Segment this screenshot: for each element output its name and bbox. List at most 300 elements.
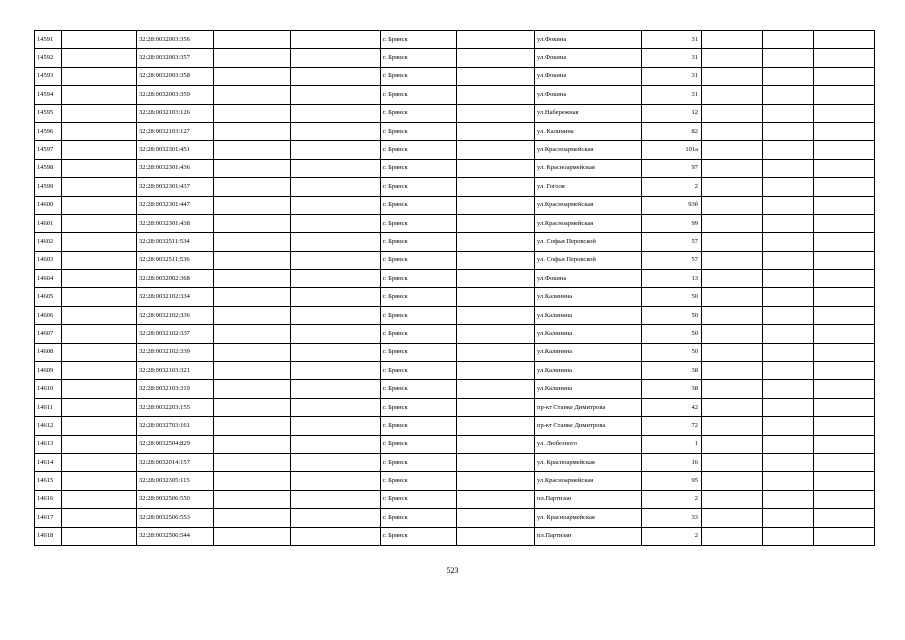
house-number-cell: 57 — [642, 233, 702, 251]
empty-cell — [291, 104, 381, 122]
empty-cell — [763, 251, 814, 269]
empty-cell — [214, 490, 291, 508]
empty-cell — [291, 435, 381, 453]
city-cell: г. Брянск — [381, 251, 457, 269]
row-id-cell: 14607 — [35, 325, 62, 343]
house-number-cell: 50 — [642, 325, 702, 343]
empty-cell — [763, 380, 814, 398]
house-number-cell: 2 — [642, 178, 702, 196]
empty-cell — [62, 31, 137, 49]
empty-cell — [291, 472, 381, 490]
empty-cell — [457, 214, 535, 232]
empty-cell — [291, 325, 381, 343]
empty-cell — [763, 141, 814, 159]
empty-cell — [814, 306, 875, 324]
empty-cell — [702, 343, 763, 361]
empty-cell — [814, 122, 875, 140]
empty-cell — [457, 141, 535, 159]
cadastre-number-cell: 32:28:0032003:358 — [137, 67, 214, 85]
empty-cell — [457, 490, 535, 508]
house-number-cell: 38 — [642, 380, 702, 398]
street-cell: пл.Партизан — [535, 490, 642, 508]
table-row — [35, 159, 875, 177]
house-number-cell: 31 — [642, 31, 702, 49]
city-cell: г. Брянск — [381, 86, 457, 104]
empty-cell — [814, 67, 875, 85]
house-number-cell: 2 — [642, 490, 702, 508]
table-row — [35, 67, 875, 85]
empty-cell — [763, 67, 814, 85]
city-cell: г. Брянск — [381, 159, 457, 177]
empty-cell — [702, 270, 763, 288]
row-id-cell: 14605 — [35, 288, 62, 306]
house-number-cell: 101а — [642, 141, 702, 159]
empty-cell — [214, 122, 291, 140]
empty-cell — [702, 67, 763, 85]
empty-cell — [457, 196, 535, 214]
empty-cell — [457, 67, 535, 85]
empty-cell — [814, 196, 875, 214]
row-id-cell: 14617 — [35, 509, 62, 527]
city-cell: г. Брянск — [381, 178, 457, 196]
empty-cell — [214, 325, 291, 343]
table-row — [35, 435, 875, 453]
empty-cell — [457, 178, 535, 196]
empty-cell — [214, 104, 291, 122]
empty-cell — [702, 380, 763, 398]
table-row — [35, 509, 875, 527]
empty-cell — [62, 398, 137, 416]
empty-cell — [702, 86, 763, 104]
empty-cell — [814, 178, 875, 196]
row-id-cell: 14606 — [35, 306, 62, 324]
registry-table — [34, 30, 875, 546]
empty-cell — [62, 288, 137, 306]
empty-cell — [814, 490, 875, 508]
cadastre-number-cell: 32:28:0032506:544 — [137, 527, 214, 545]
cadastre-number-cell: 32:28:0032301:451 — [137, 141, 214, 159]
empty-cell — [763, 490, 814, 508]
street-cell: ул.Калинина — [535, 325, 642, 343]
row-id-cell: 14608 — [35, 343, 62, 361]
table-row — [35, 141, 875, 159]
table-row — [35, 251, 875, 269]
empty-cell — [814, 380, 875, 398]
empty-cell — [814, 343, 875, 361]
street-cell: ул.Красноармейская — [535, 141, 642, 159]
table-row — [35, 214, 875, 232]
empty-cell — [291, 214, 381, 232]
empty-cell — [814, 527, 875, 545]
street-cell: ул. Красноармейская — [535, 159, 642, 177]
empty-cell — [457, 472, 535, 490]
empty-cell — [457, 362, 535, 380]
empty-cell — [702, 104, 763, 122]
table-row — [35, 417, 875, 435]
street-cell: ул.Калинина — [535, 288, 642, 306]
street-cell: ул.Красноармейская — [535, 196, 642, 214]
empty-cell — [457, 325, 535, 343]
row-id-cell: 14603 — [35, 251, 62, 269]
table-row — [35, 453, 875, 471]
cadastre-number-cell: 32:28:0032301:436 — [137, 159, 214, 177]
house-number-cell: 12 — [642, 104, 702, 122]
empty-cell — [214, 233, 291, 251]
street-cell: ул.Фокина — [535, 31, 642, 49]
street-cell: ул. Красноармейская — [535, 509, 642, 527]
table-row — [35, 490, 875, 508]
empty-cell — [62, 49, 137, 67]
row-id-cell: 14594 — [35, 86, 62, 104]
empty-cell — [291, 196, 381, 214]
house-number-cell: 50 — [642, 306, 702, 324]
empty-cell — [291, 453, 381, 471]
empty-cell — [62, 453, 137, 471]
cadastre-number-cell: 32:28:0032203:155 — [137, 398, 214, 416]
row-id-cell: 14591 — [35, 31, 62, 49]
empty-cell — [763, 453, 814, 471]
city-cell: г. Брянск — [381, 270, 457, 288]
table-row — [35, 270, 875, 288]
row-id-cell: 14597 — [35, 141, 62, 159]
row-id-cell: 14609 — [35, 362, 62, 380]
empty-cell — [291, 380, 381, 398]
table-row — [35, 472, 875, 490]
empty-cell — [814, 472, 875, 490]
cadastre-number-cell: 32:28:0032506:553 — [137, 509, 214, 527]
empty-cell — [291, 306, 381, 324]
cadastre-number-cell: 32:28:0032002:368 — [137, 270, 214, 288]
house-number-cell: 42 — [642, 398, 702, 416]
table-row — [35, 86, 875, 104]
row-id-cell: 14602 — [35, 233, 62, 251]
house-number-cell: 31 — [642, 86, 702, 104]
empty-cell — [457, 380, 535, 398]
empty-cell — [214, 472, 291, 490]
empty-cell — [814, 104, 875, 122]
city-cell: г. Брянск — [381, 214, 457, 232]
empty-cell — [702, 159, 763, 177]
empty-cell — [291, 417, 381, 435]
empty-cell — [62, 196, 137, 214]
city-cell: г. Брянск — [381, 472, 457, 490]
empty-cell — [62, 472, 137, 490]
cadastre-number-cell: 32:28:0032506:550 — [137, 490, 214, 508]
city-cell: г. Брянск — [381, 233, 457, 251]
empty-cell — [214, 398, 291, 416]
empty-cell — [214, 527, 291, 545]
empty-cell — [62, 159, 137, 177]
row-id-cell: 14598 — [35, 159, 62, 177]
empty-cell — [457, 343, 535, 361]
empty-cell — [702, 435, 763, 453]
empty-cell — [291, 233, 381, 251]
empty-cell — [291, 398, 381, 416]
table-row — [35, 122, 875, 140]
city-cell: г. Брянск — [381, 380, 457, 398]
city-cell: г. Брянск — [381, 104, 457, 122]
cadastre-number-cell: 32:28:0032102:336 — [137, 306, 214, 324]
street-cell: ул.Красноармейская — [535, 472, 642, 490]
row-id-cell: 14604 — [35, 270, 62, 288]
street-cell: ул. Софьи Перовской — [535, 251, 642, 269]
empty-cell — [814, 435, 875, 453]
house-number-cell: 2 — [642, 527, 702, 545]
cadastre-number-cell: 32:28:0032305:115 — [137, 472, 214, 490]
empty-cell — [214, 288, 291, 306]
empty-cell — [814, 398, 875, 416]
empty-cell — [62, 343, 137, 361]
house-number-cell: 31 — [642, 67, 702, 85]
house-number-cell: 50 — [642, 288, 702, 306]
empty-cell — [214, 435, 291, 453]
row-id-cell: 14592 — [35, 49, 62, 67]
empty-cell — [457, 398, 535, 416]
empty-cell — [763, 104, 814, 122]
table-row — [35, 104, 875, 122]
empty-cell — [814, 141, 875, 159]
empty-cell — [457, 122, 535, 140]
house-number-cell: 13 — [642, 270, 702, 288]
table-row — [35, 288, 875, 306]
city-cell: г. Брянск — [381, 362, 457, 380]
empty-cell — [214, 196, 291, 214]
empty-cell — [814, 270, 875, 288]
street-cell: ул.Фокина — [535, 270, 642, 288]
empty-cell — [214, 31, 291, 49]
empty-cell — [814, 86, 875, 104]
empty-cell — [291, 270, 381, 288]
page-number: 523 — [446, 566, 459, 575]
row-id-cell: 14596 — [35, 122, 62, 140]
street-cell: ул.Калинина — [535, 380, 642, 398]
empty-cell — [702, 398, 763, 416]
city-cell: г. Брянск — [381, 417, 457, 435]
city-cell: г. Брянск — [381, 306, 457, 324]
row-id-cell: 14612 — [35, 417, 62, 435]
row-id-cell: 14615 — [35, 472, 62, 490]
city-cell: г. Брянск — [381, 288, 457, 306]
city-cell: г. Брянск — [381, 67, 457, 85]
house-number-cell: 93б — [642, 196, 702, 214]
empty-cell — [291, 49, 381, 67]
empty-cell — [291, 527, 381, 545]
empty-cell — [62, 214, 137, 232]
city-cell: г. Брянск — [381, 509, 457, 527]
row-id-cell: 14618 — [35, 527, 62, 545]
house-number-cell: 31 — [642, 49, 702, 67]
empty-cell — [214, 178, 291, 196]
empty-cell — [457, 417, 535, 435]
empty-cell — [62, 67, 137, 85]
empty-cell — [457, 527, 535, 545]
empty-cell — [457, 49, 535, 67]
empty-cell — [62, 233, 137, 251]
empty-cell — [62, 362, 137, 380]
empty-cell — [763, 178, 814, 196]
row-id-cell: 14613 — [35, 435, 62, 453]
empty-cell — [62, 509, 137, 527]
empty-cell — [62, 490, 137, 508]
empty-cell — [214, 141, 291, 159]
empty-cell — [702, 417, 763, 435]
street-cell: ул.Фокина — [535, 67, 642, 85]
empty-cell — [702, 362, 763, 380]
empty-cell — [457, 270, 535, 288]
house-number-cell: 95 — [642, 472, 702, 490]
empty-cell — [62, 141, 137, 159]
empty-cell — [814, 251, 875, 269]
cadastre-number-cell: 32:28:0032102:334 — [137, 288, 214, 306]
table-row — [35, 362, 875, 380]
empty-cell — [291, 490, 381, 508]
city-cell: г. Брянск — [381, 325, 457, 343]
city-cell: г. Брянск — [381, 490, 457, 508]
empty-cell — [763, 31, 814, 49]
empty-cell — [214, 362, 291, 380]
cadastre-number-cell: 32:28:0032102:339 — [137, 343, 214, 361]
empty-cell — [763, 159, 814, 177]
empty-cell — [702, 49, 763, 67]
empty-cell — [214, 159, 291, 177]
empty-cell — [214, 380, 291, 398]
empty-cell — [291, 31, 381, 49]
empty-cell — [62, 104, 137, 122]
empty-cell — [457, 86, 535, 104]
empty-cell — [702, 306, 763, 324]
empty-cell — [457, 233, 535, 251]
empty-cell — [291, 509, 381, 527]
table-row — [35, 233, 875, 251]
table-row — [35, 306, 875, 324]
street-cell: ул. Софьи Перовской — [535, 233, 642, 251]
empty-cell — [814, 233, 875, 251]
empty-cell — [702, 251, 763, 269]
row-id-cell: 14611 — [35, 398, 62, 416]
street-cell: ул.Набережная — [535, 104, 642, 122]
row-id-cell: 14616 — [35, 490, 62, 508]
city-cell: г. Брянск — [381, 141, 457, 159]
street-cell: ул.Калинина — [535, 343, 642, 361]
table-row — [35, 49, 875, 67]
row-id-cell: 14600 — [35, 196, 62, 214]
street-cell: ул. Любезного — [535, 435, 642, 453]
row-id-cell: 14614 — [35, 453, 62, 471]
empty-cell — [814, 362, 875, 380]
row-id-cell: 14595 — [35, 104, 62, 122]
empty-cell — [702, 453, 763, 471]
row-id-cell: 14610 — [35, 380, 62, 398]
street-cell: ул.Калинина — [535, 362, 642, 380]
empty-cell — [763, 196, 814, 214]
empty-cell — [814, 325, 875, 343]
house-number-cell: 1 — [642, 435, 702, 453]
house-number-cell: 16 — [642, 453, 702, 471]
empty-cell — [702, 325, 763, 343]
cadastre-number-cell: 32:28:0032301:437 — [137, 178, 214, 196]
street-cell: пр-кт Станке Димитрова — [535, 398, 642, 416]
empty-cell — [763, 49, 814, 67]
table-row — [35, 343, 875, 361]
empty-cell — [457, 509, 535, 527]
table-row — [35, 325, 875, 343]
row-id-cell: 14599 — [35, 178, 62, 196]
empty-cell — [702, 288, 763, 306]
empty-cell — [457, 453, 535, 471]
empty-cell — [457, 306, 535, 324]
empty-cell — [763, 325, 814, 343]
empty-cell — [702, 141, 763, 159]
empty-cell — [62, 122, 137, 140]
empty-cell — [62, 178, 137, 196]
house-number-cell: 99 — [642, 214, 702, 232]
street-cell: ул.Фокина — [535, 86, 642, 104]
cadastre-number-cell: 32:28:0032003:357 — [137, 49, 214, 67]
empty-cell — [814, 288, 875, 306]
empty-cell — [62, 527, 137, 545]
house-number-cell: 97 — [642, 159, 702, 177]
street-cell: ул.Фокина — [535, 49, 642, 67]
city-cell: г. Брянск — [381, 453, 457, 471]
city-cell: г. Брянск — [381, 31, 457, 49]
empty-cell — [814, 453, 875, 471]
house-number-cell: 82 — [642, 122, 702, 140]
empty-cell — [214, 343, 291, 361]
empty-cell — [702, 472, 763, 490]
street-cell: ул.Красноармейская — [535, 214, 642, 232]
empty-cell — [457, 435, 535, 453]
empty-cell — [702, 490, 763, 508]
cadastre-number-cell: 32:28:0032301:447 — [137, 196, 214, 214]
empty-cell — [763, 527, 814, 545]
cadastre-number-cell: 32:28:0032103:126 — [137, 104, 214, 122]
city-cell: г. Брянск — [381, 122, 457, 140]
empty-cell — [457, 288, 535, 306]
table-row — [35, 398, 875, 416]
empty-cell — [814, 159, 875, 177]
empty-cell — [702, 31, 763, 49]
cadastre-number-cell: 32:28:0032703:161 — [137, 417, 214, 435]
city-cell: г. Брянск — [381, 49, 457, 67]
cadastre-number-cell: 32:28:0032103:321 — [137, 362, 214, 380]
city-cell: г. Брянск — [381, 398, 457, 416]
table-row — [35, 31, 875, 49]
empty-cell — [457, 159, 535, 177]
empty-cell — [763, 343, 814, 361]
empty-cell — [702, 527, 763, 545]
empty-cell — [291, 362, 381, 380]
cadastre-number-cell: 32:28:0032301:438 — [137, 214, 214, 232]
empty-cell — [814, 417, 875, 435]
empty-cell — [763, 233, 814, 251]
table-body — [35, 31, 875, 546]
empty-cell — [291, 67, 381, 85]
empty-cell — [291, 86, 381, 104]
cadastre-number-cell: 32:28:0032003:356 — [137, 31, 214, 49]
empty-cell — [702, 122, 763, 140]
empty-cell — [814, 49, 875, 67]
city-cell: г. Брянск — [381, 196, 457, 214]
empty-cell — [763, 86, 814, 104]
empty-cell — [291, 141, 381, 159]
empty-cell — [62, 417, 137, 435]
empty-cell — [214, 49, 291, 67]
empty-cell — [291, 251, 381, 269]
city-cell: г. Брянск — [381, 343, 457, 361]
empty-cell — [457, 104, 535, 122]
house-number-cell: 72 — [642, 417, 702, 435]
empty-cell — [62, 270, 137, 288]
